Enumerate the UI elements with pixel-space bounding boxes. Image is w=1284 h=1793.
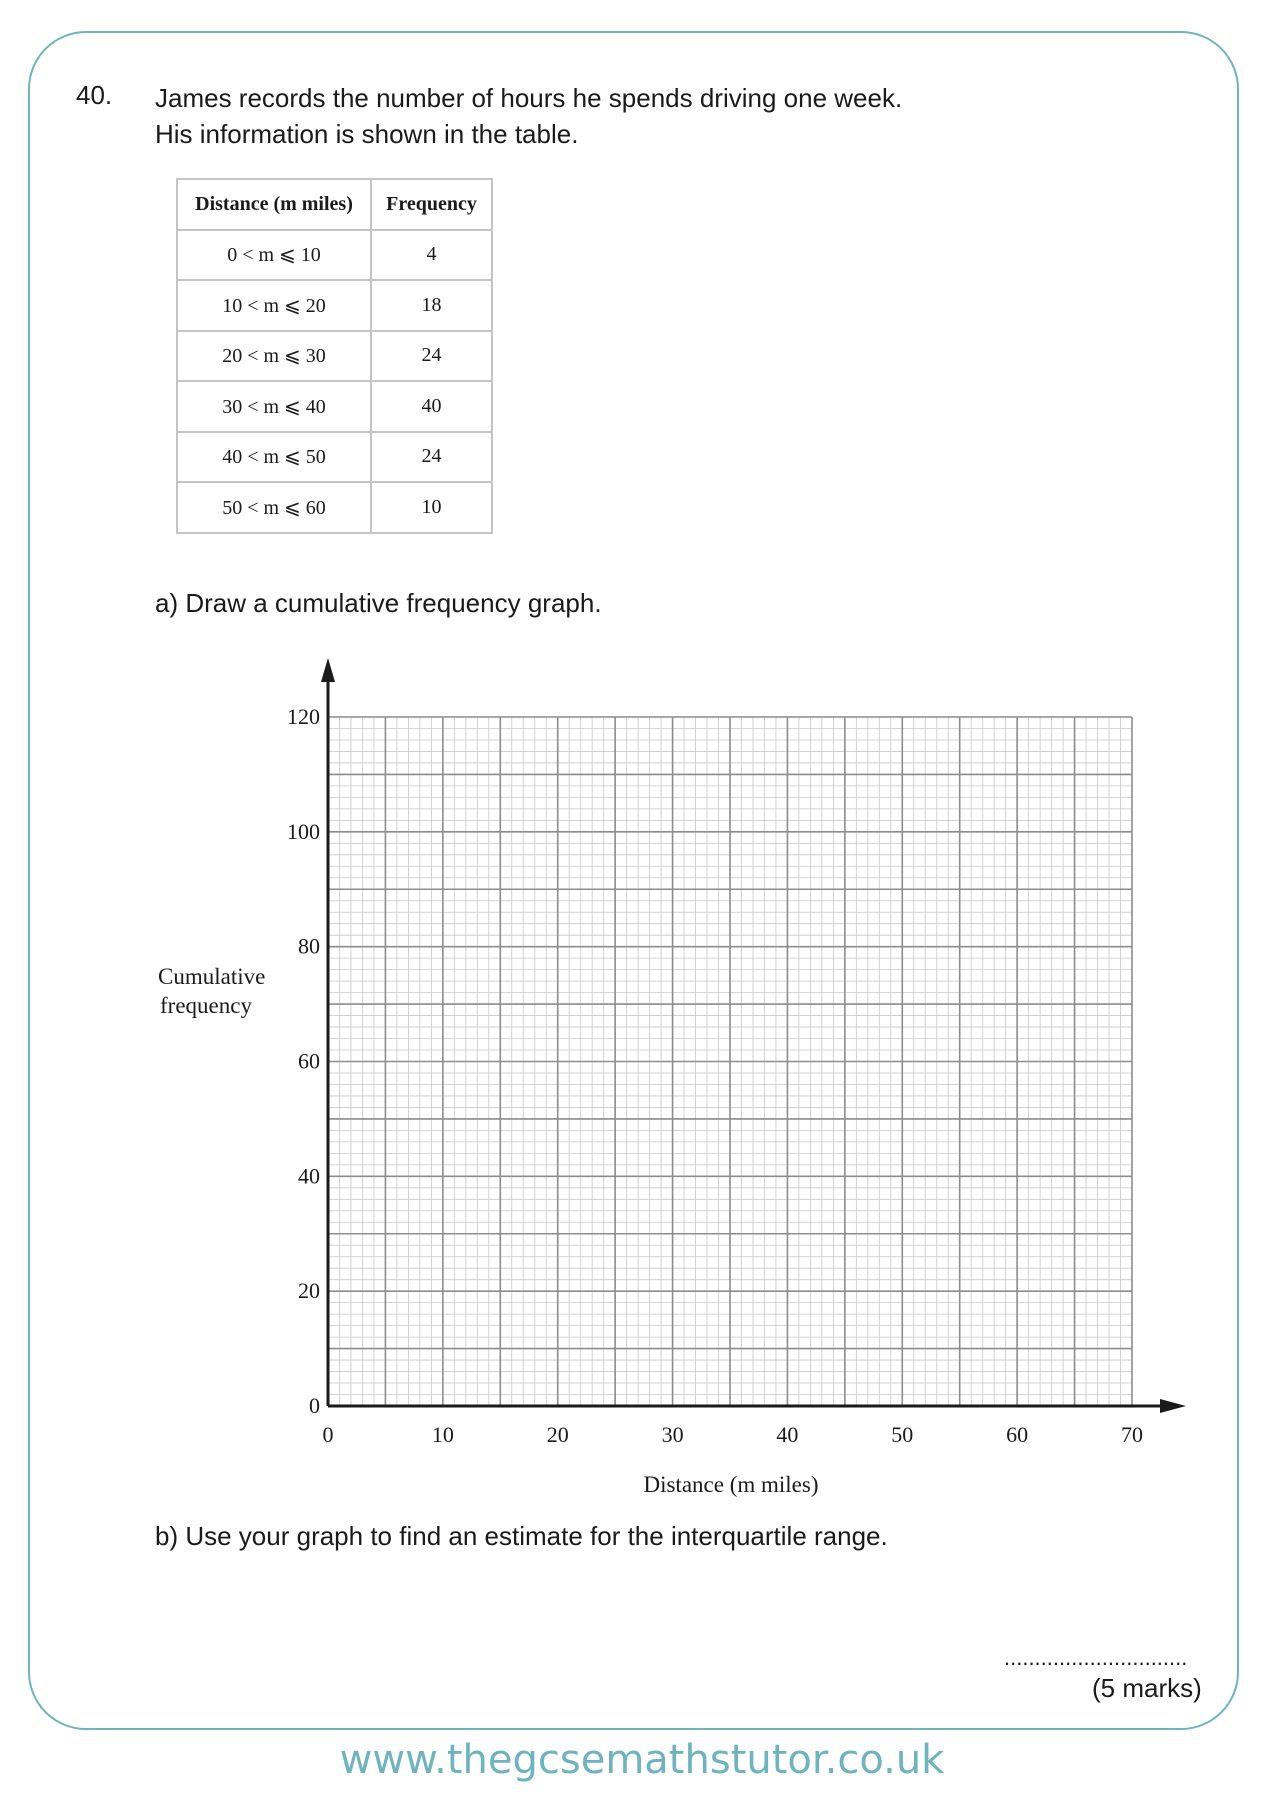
frequency-cell: 10	[371, 482, 492, 533]
distance-cell: 20 < m ⩽ 30	[177, 331, 371, 382]
frequency-cell: 40	[371, 381, 492, 432]
y-tick-label: 40	[298, 1163, 320, 1189]
distance-cell: 40 < m ⩽ 50	[177, 432, 371, 483]
question-line-2: His information is shown in the table.	[155, 119, 579, 149]
header-distance: Distance (m miles)	[177, 179, 371, 230]
part-b-instruction: b) Use your graph to find an estimate for the interquartile range.	[155, 1521, 888, 1551]
y-tick-label: 20	[298, 1278, 320, 1304]
y-axis-label-line-2: frequency	[160, 993, 252, 1018]
x-tick-label: 0	[322, 1422, 334, 1447]
x-tick-label: 40	[776, 1422, 799, 1447]
y-axis-label-line-1: Cumulative	[158, 964, 266, 989]
x-tick-labels	[323, 1422, 1144, 1447]
y-tick-label: 80	[298, 933, 320, 959]
y-tick-labels	[287, 704, 320, 1418]
x-tick-label: 70	[1121, 1422, 1143, 1447]
footer-url: www.thegcsemathstutor.co.uk	[339, 1737, 945, 1783]
question-line-1: James records the number of hours he spends driving one week.	[155, 83, 903, 113]
distance-cell: 30 < m ⩽ 40	[177, 381, 371, 432]
marks-label: (5 marks)	[1092, 1673, 1202, 1703]
x-axis-arrow	[1160, 1399, 1186, 1413]
x-tick-label: 30	[661, 1422, 684, 1447]
y-tick-label: 0	[309, 1393, 320, 1418]
x-tick-label: 50	[891, 1422, 914, 1447]
y-tick-label: 120	[287, 704, 320, 729]
frequency-cell: 24	[371, 331, 492, 382]
distance-cell: 0 < m ⩽ 10	[177, 230, 371, 281]
y-tick-label: 60	[298, 1048, 320, 1074]
frequency-cell: 24	[371, 432, 492, 483]
header-frequency: Frequency	[371, 179, 492, 230]
y-axis-arrow	[321, 658, 335, 682]
x-tick-label: 60	[1006, 1422, 1029, 1447]
axes	[321, 658, 1186, 1413]
answer-line[interactable]: ..............................	[1004, 1645, 1188, 1670]
frequency-cell: 18	[371, 280, 492, 331]
x-axis-label: Distance (m miles)	[643, 1472, 819, 1497]
question-number: 40.	[76, 80, 113, 110]
x-tick-label: 20	[546, 1422, 569, 1447]
distance-cell: 10 < m ⩽ 20	[177, 280, 371, 331]
y-tick-label: 100	[287, 818, 320, 844]
distance-cell: 50 < m ⩽ 60	[177, 482, 371, 533]
frequency-cell: 4	[371, 230, 492, 281]
part-a-instruction: a) Draw a cumulative frequency graph.	[155, 588, 602, 618]
x-tick-label: 10	[431, 1422, 454, 1447]
